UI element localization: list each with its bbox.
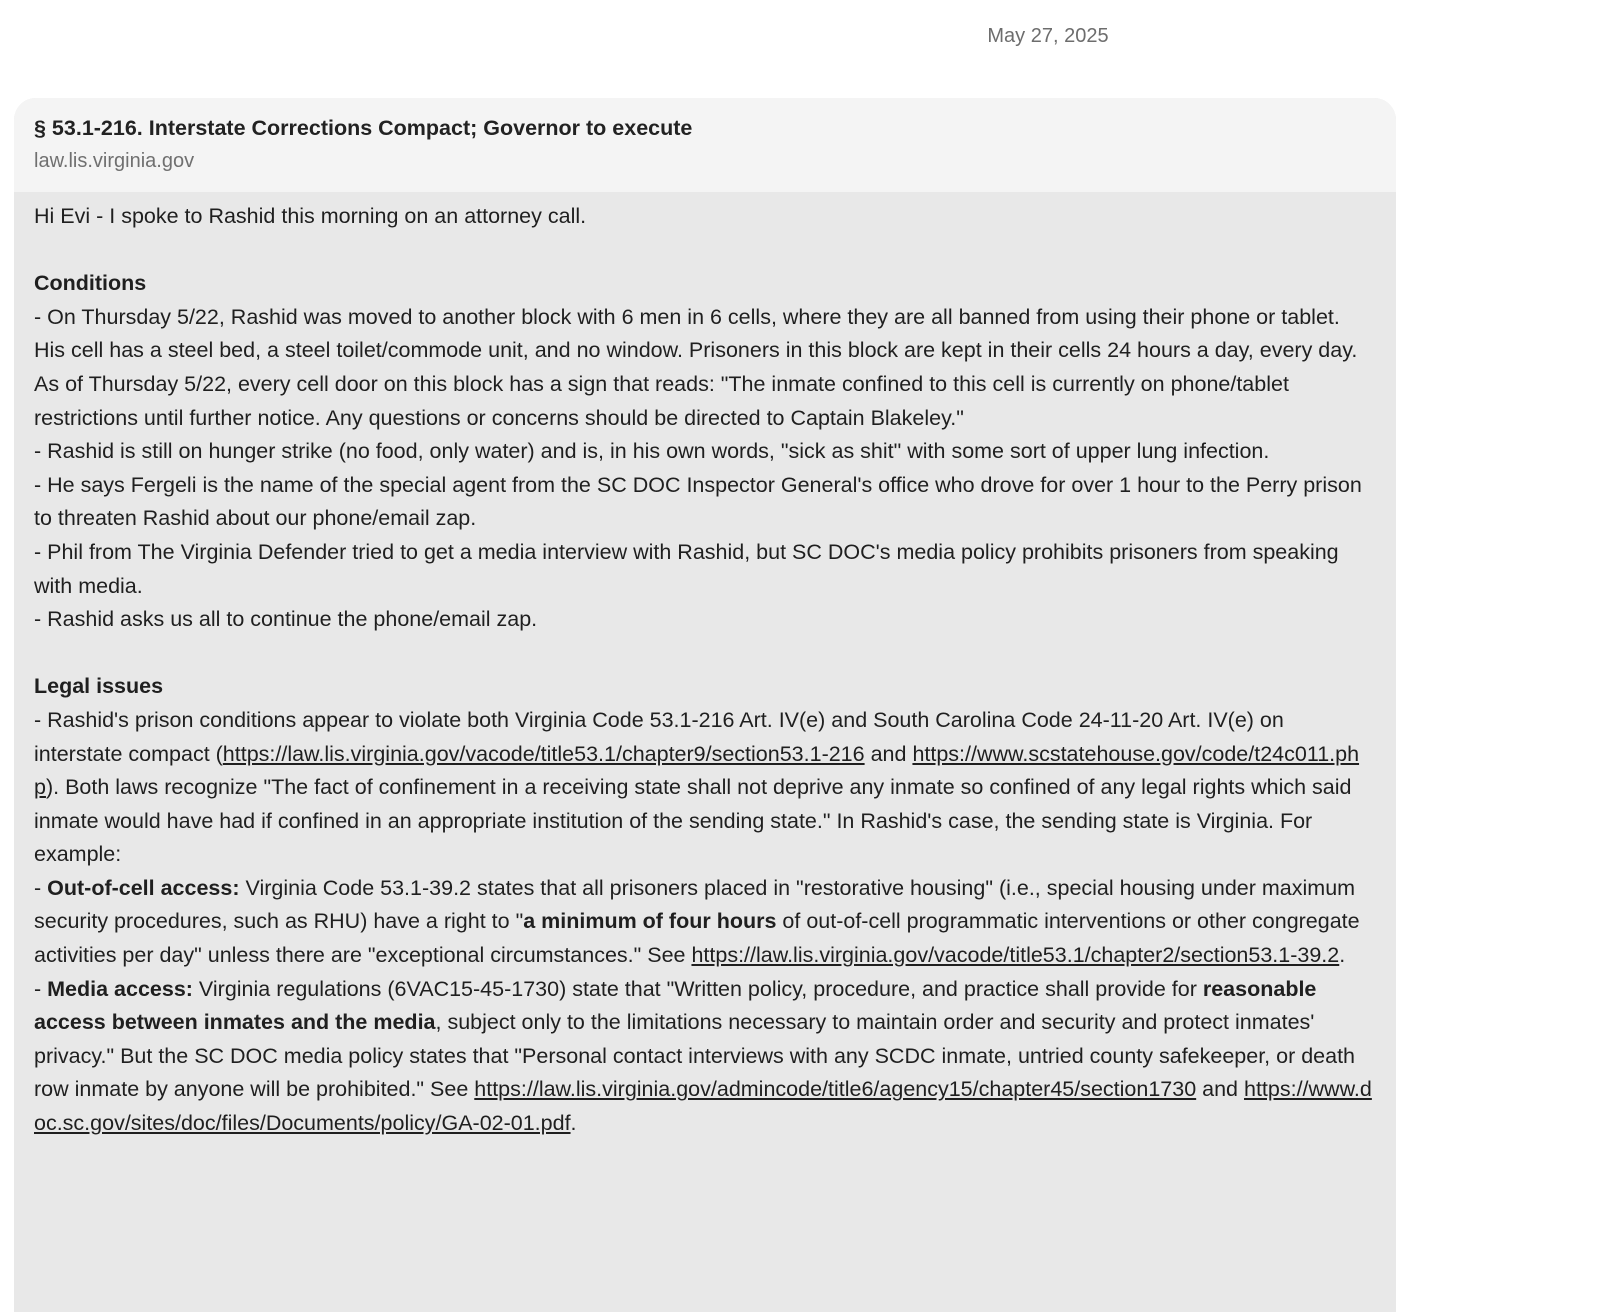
media-access-paragraph [34, 973, 1376, 1141]
legal-intro-text: ). Both laws recognize "The fact of confinement in a receiving state shall not deprive any inmate so confined of any legal rights which said inmate would have had if confined in an appropriate institution of the sending state." In Rashid's case, the sending state is Virginia. For example: [34, 775, 1352, 867]
message-body [14, 192, 1396, 1141]
sc-doc-policy-link[interactable]: https://www.doc.sc.gov/sites/doc/files/Documents/policy/GA-02-01.pdf [34, 1077, 1372, 1136]
media-access-text: and [1196, 1077, 1244, 1102]
virginia-code-link[interactable]: https://law.lis.virginia.gov/vacode/title53.1/chapter9/section53.1-216 [222, 741, 865, 766]
out-of-cell-text: of out-of-cell programmatic interventions or other congregate activities per day" unless there are "exceptional circumstances." See [34, 909, 1360, 968]
restorative-housing-code-link[interactable]: https://law.lis.virginia.gov/vacode/title53.1/chapter2/section53.1-39.2 [691, 943, 1340, 968]
media-access-label: Media access: [47, 976, 193, 1001]
conditions-item: - He says Fergeli is the name of the special agent from the SC DOC Inspector General's office who drove for over 1 hour to the Perry prison to threaten Rashid about our phone/email zap. [34, 472, 1362, 531]
out-of-cell-text: Virginia Code 53.1-39.2 states that all prisoners placed in "restorative housing" (i.e., special housing under maximum security procedures, such as RHU) have a right to " [34, 875, 1356, 934]
legal-intro-paragraph [34, 704, 1376, 872]
bullet-prefix: - [34, 976, 48, 1001]
link-preview-title: § 53.1-216. Interstate Corrections Compact; Governor to execute [34, 116, 693, 140]
out-of-cell-emphasis: a minimum of four hours [523, 909, 777, 934]
link-preview-card[interactable] [14, 98, 1396, 192]
media-access-text: Virginia regulations (6VAC15-45-1730) state that "Written policy, procedure, and practice shall provide for [192, 976, 1203, 1001]
legal-issues-heading: Legal issues [34, 674, 164, 699]
media-access-text: . [570, 1111, 577, 1136]
out-of-cell-label: Out-of-cell access: [47, 875, 240, 900]
media-access-emphasis: reasonable access between inmates and the media [34, 976, 1317, 1035]
conditions-item: - Phil from The Virginia Defender tried to get a media interview with Rashid, but SC DOC's media policy prohibits prisoners from speaking with media. [34, 539, 1339, 598]
message-date: May 27, 2025 [987, 25, 1109, 47]
conditions-item: - On Thursday 5/22, Rashid was moved to another block with 6 men in 6 cells, where they are all banned from using their phone or tablet. His cell has a steel bed, a steel toilet/commode unit, and no window. Prisoners in this block are kept in their cells 24 hours a day, every day. As of Thursday 5/22, every cell door on this block has a sign that reads: "The inmate confined to this cell is currently on phone/tablet restrictions until further notice. Any questions or concerns should be directed to Captain Blakeley." [34, 304, 1358, 430]
out-of-cell-paragraph [34, 872, 1376, 973]
conditions-item: - Rashid is still on hunger strike (no food, only water) and is, in his own words, "sick as shit" with some sort of upper lung infection. [34, 439, 1270, 464]
legal-intro-text: and [864, 741, 913, 766]
legal-intro-text: - Rashid's prison conditions appear to violate both Virginia Code 53.1-216 Art. IV(e) and South Carolina Code 24-11-20 Art. IV(e) on interstate compact ( [34, 707, 1284, 766]
message-bubble [14, 98, 1396, 1312]
conditions-heading: Conditions [34, 271, 147, 296]
sc-statehouse-link[interactable]: https://www.scstatehouse.gov/code/t24c011.php [34, 741, 1360, 800]
media-access-text: , subject only to the limitations necessary to maintain order and security and protect inmates' privacy." But the SC DOC media policy states that "Personal contact interviews with any SCDC inmate, untried county safekeeper, or death row inmate by anyone will be prohibited." See [34, 1010, 1356, 1102]
out-of-cell-text: . [1339, 943, 1346, 968]
conditions-item: - Rashid asks us all to continue the phone/email zap. [34, 607, 538, 632]
bullet-prefix: - [34, 875, 48, 900]
virginia-admin-code-link[interactable]: https://law.lis.virginia.gov/admincode/title6/agency15/chapter45/section1730 [474, 1077, 1197, 1102]
message-greeting: Hi Evi - I spoke to Rashid this morning on an attorney call. [34, 204, 587, 228]
link-preview-domain: law.lis.virginia.gov [34, 150, 195, 172]
